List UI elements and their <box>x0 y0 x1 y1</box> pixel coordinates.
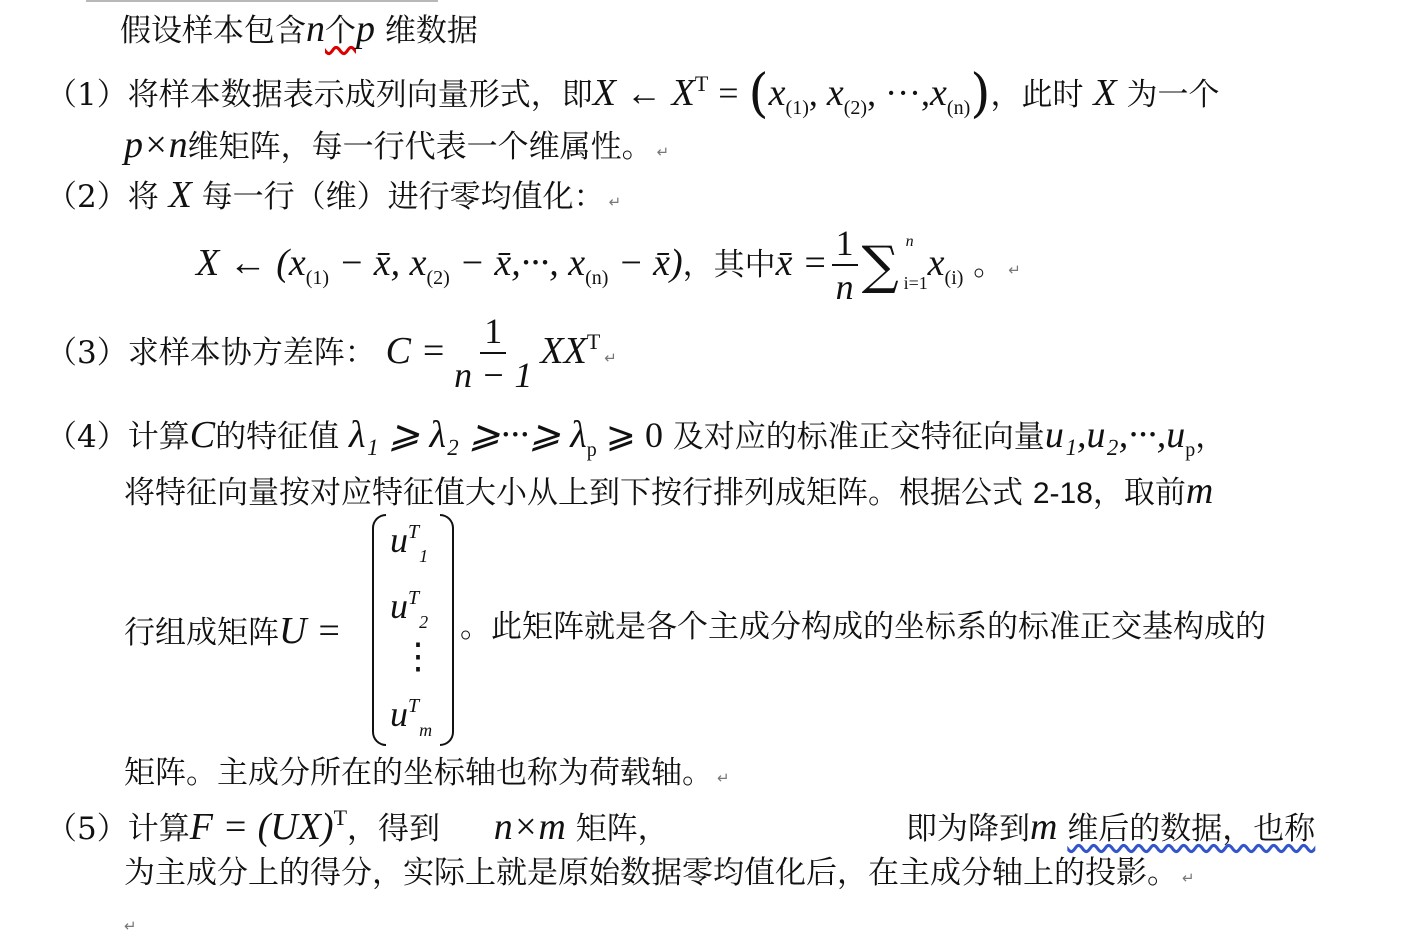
step-label: （1） <box>46 77 128 113</box>
matrix-bracket-left <box>372 514 386 746</box>
step-label: （4） <box>46 419 128 455</box>
paragraph-mark: ↵ <box>717 769 730 787</box>
matrix-row-2 <box>390 586 429 632</box>
math-X: X <box>671 72 695 114</box>
math-xbar: x̄ = <box>775 241 828 284</box>
sub: (n) <box>946 97 971 119</box>
math-pxn: p×n <box>124 124 188 166</box>
sub: p <box>1185 439 1196 461</box>
empty-paragraph <box>120 906 137 937</box>
step-4-line-2 <box>124 472 1213 510</box>
step-3-line <box>46 312 617 397</box>
text: 的特征值 <box>215 419 340 455</box>
step-2-line-1 <box>46 176 621 214</box>
top-rule <box>86 0 438 2</box>
math-m: m <box>1030 806 1058 848</box>
sub: 2 <box>419 612 429 632</box>
u: u <box>390 694 408 734</box>
transpose: T <box>586 328 601 354</box>
formula-reference: 2-18 <box>1032 477 1093 510</box>
paragraph-mark: ↵ <box>1182 869 1195 887</box>
u: u <box>390 586 408 626</box>
step-4-line-4 <box>124 755 730 791</box>
text: 矩阵。主成分所在的坐标轴也称为荷载轴。 <box>124 755 713 791</box>
step-2-formula <box>196 224 1021 309</box>
transpose: T <box>694 71 709 96</box>
sum-upper: n <box>905 232 914 250</box>
math-m: m <box>1185 470 1214 512</box>
matrix-row-1 <box>390 520 429 566</box>
sub: (i) <box>944 266 964 289</box>
formula: − x̄,···, x <box>449 241 586 284</box>
denominator: n <box>835 266 854 307</box>
step-1-line-1: （1）将样本数据表示成列向量形式，即X ← $X^T = (x_{(1)}$, $x_{(2)}$, $\cdot\cdot\cdot,x_{(n)}$)，此时 X 为一个 <box>46 64 1220 124</box>
math-eigenvalues: λ₁ ⩾ λ₂ ⩾···⩾ λ <box>348 414 587 456</box>
text: ，其中 <box>682 246 776 283</box>
text: 矩阵， <box>575 811 669 847</box>
text: ，此时 <box>990 77 1084 113</box>
equals: = <box>718 73 739 113</box>
step-5-line-2 <box>124 855 1195 891</box>
formula: − x̄) <box>608 241 683 284</box>
paren-left: ( <box>748 64 769 124</box>
text: 维后的数据，也称 <box>1067 811 1316 847</box>
text: 即为降到 <box>906 811 1030 847</box>
numerator: 1 <box>832 224 858 266</box>
sub: m <box>419 720 433 740</box>
denominator: n − 1 <box>454 354 533 395</box>
transpose: T <box>408 695 420 717</box>
math-n: n <box>306 8 325 50</box>
text: 维矩阵，每一行代表一个维属性。 <box>187 129 653 165</box>
u: u <box>390 520 408 560</box>
matrix-vdots: ⋮ <box>400 636 436 676</box>
transpose: T <box>333 805 348 830</box>
step-label: （5） <box>46 811 128 847</box>
text: 将 <box>127 179 159 215</box>
text: 维数据 <box>384 13 478 49</box>
text: 假设样本包含 <box>120 13 306 49</box>
sub: p <box>586 439 597 461</box>
matrix-bracket-right <box>440 514 454 746</box>
math-C: C <box>189 414 216 456</box>
step-1-line-2 <box>124 126 669 164</box>
step-5-line-1b <box>906 808 1315 846</box>
step-4-line-3 <box>124 612 342 650</box>
math-C: C = <box>385 329 447 372</box>
text: ，取前 <box>1092 475 1186 511</box>
formula: X ← (x <box>196 241 306 284</box>
step-label: （3） <box>46 334 128 371</box>
formula: − x̄, x <box>329 241 427 284</box>
transpose: T <box>408 587 420 609</box>
sub: (1) <box>785 97 809 119</box>
math-x: x <box>927 241 945 284</box>
step-4-line-1 <box>46 414 1227 461</box>
sub: (1) <box>305 266 330 289</box>
step-5-line-1 <box>46 805 669 848</box>
text: 。此矩阵就是各个主成分构成的坐标系的标准正交基构成的 <box>460 609 1266 645</box>
text: ， <box>1195 419 1227 455</box>
text: 求样本协方差阵： <box>127 334 376 371</box>
paragraph-mark: ↵ <box>656 143 670 161</box>
arrow: ← <box>625 73 662 113</box>
sub: (2) <box>426 266 450 289</box>
math-X: X <box>1093 72 1117 114</box>
math-x: x <box>826 72 844 114</box>
sum-symbol: ∑ n i=1 <box>861 232 928 296</box>
math-XX: XX <box>540 329 587 372</box>
math-x: x <box>930 72 947 114</box>
math-X: X <box>592 72 616 114</box>
paragraph-mark: ↵ <box>1008 260 1021 279</box>
math-x: x <box>768 72 786 114</box>
intro-line <box>120 10 478 48</box>
sub: (n) <box>585 266 609 289</box>
transpose: T <box>408 521 420 543</box>
math-U: U = <box>279 610 342 652</box>
matrix-U <box>372 514 454 744</box>
matrix-row-4 <box>390 694 433 740</box>
text: ，得到 <box>347 811 441 847</box>
text: 。 <box>973 246 1005 283</box>
text: 将样本数据表示成列向量形式，即 <box>127 77 593 113</box>
math-p: p <box>356 8 375 50</box>
fraction <box>450 312 536 397</box>
text: 将特征向量按对应特征值大小从上到下按行排列成矩阵。根据公式 <box>124 475 1023 511</box>
text: 每一行（维）进行零均值化： <box>201 179 605 215</box>
math-nxm: n×m <box>493 806 566 848</box>
step-label: （2） <box>46 179 128 215</box>
text: 计算 <box>127 419 190 455</box>
math-vectors: u₁,u₂,···,u <box>1044 414 1186 456</box>
paragraph-mark: ↵ <box>124 917 137 935</box>
text: 为一个 <box>1126 77 1220 113</box>
text: 为主成分上的得分，实际上就是原始数据零均值化后，在主成分轴上的投影。 <box>124 855 1178 891</box>
paragraph-mark: ↵ <box>604 348 617 367</box>
math: ⩾ 0 <box>596 415 663 455</box>
step-4-line-3b <box>460 609 1266 645</box>
text: 及对应的标准正交特征向量 <box>672 419 1045 455</box>
text: 个 <box>325 13 356 49</box>
paragraph-mark: ↵ <box>608 193 622 211</box>
text: 计算 <box>127 811 190 847</box>
text: 行组成矩阵 <box>124 615 279 651</box>
numerator: 1 <box>480 312 506 354</box>
paren-right: ) <box>970 64 991 124</box>
sub: 1 <box>419 546 429 566</box>
sum-lower: i=1 <box>903 272 928 293</box>
fraction <box>832 224 858 309</box>
sub: (2) <box>843 97 868 119</box>
dots: ··· <box>885 73 922 113</box>
math-X: X <box>168 174 192 216</box>
math-F: F = (UX) <box>189 806 334 848</box>
